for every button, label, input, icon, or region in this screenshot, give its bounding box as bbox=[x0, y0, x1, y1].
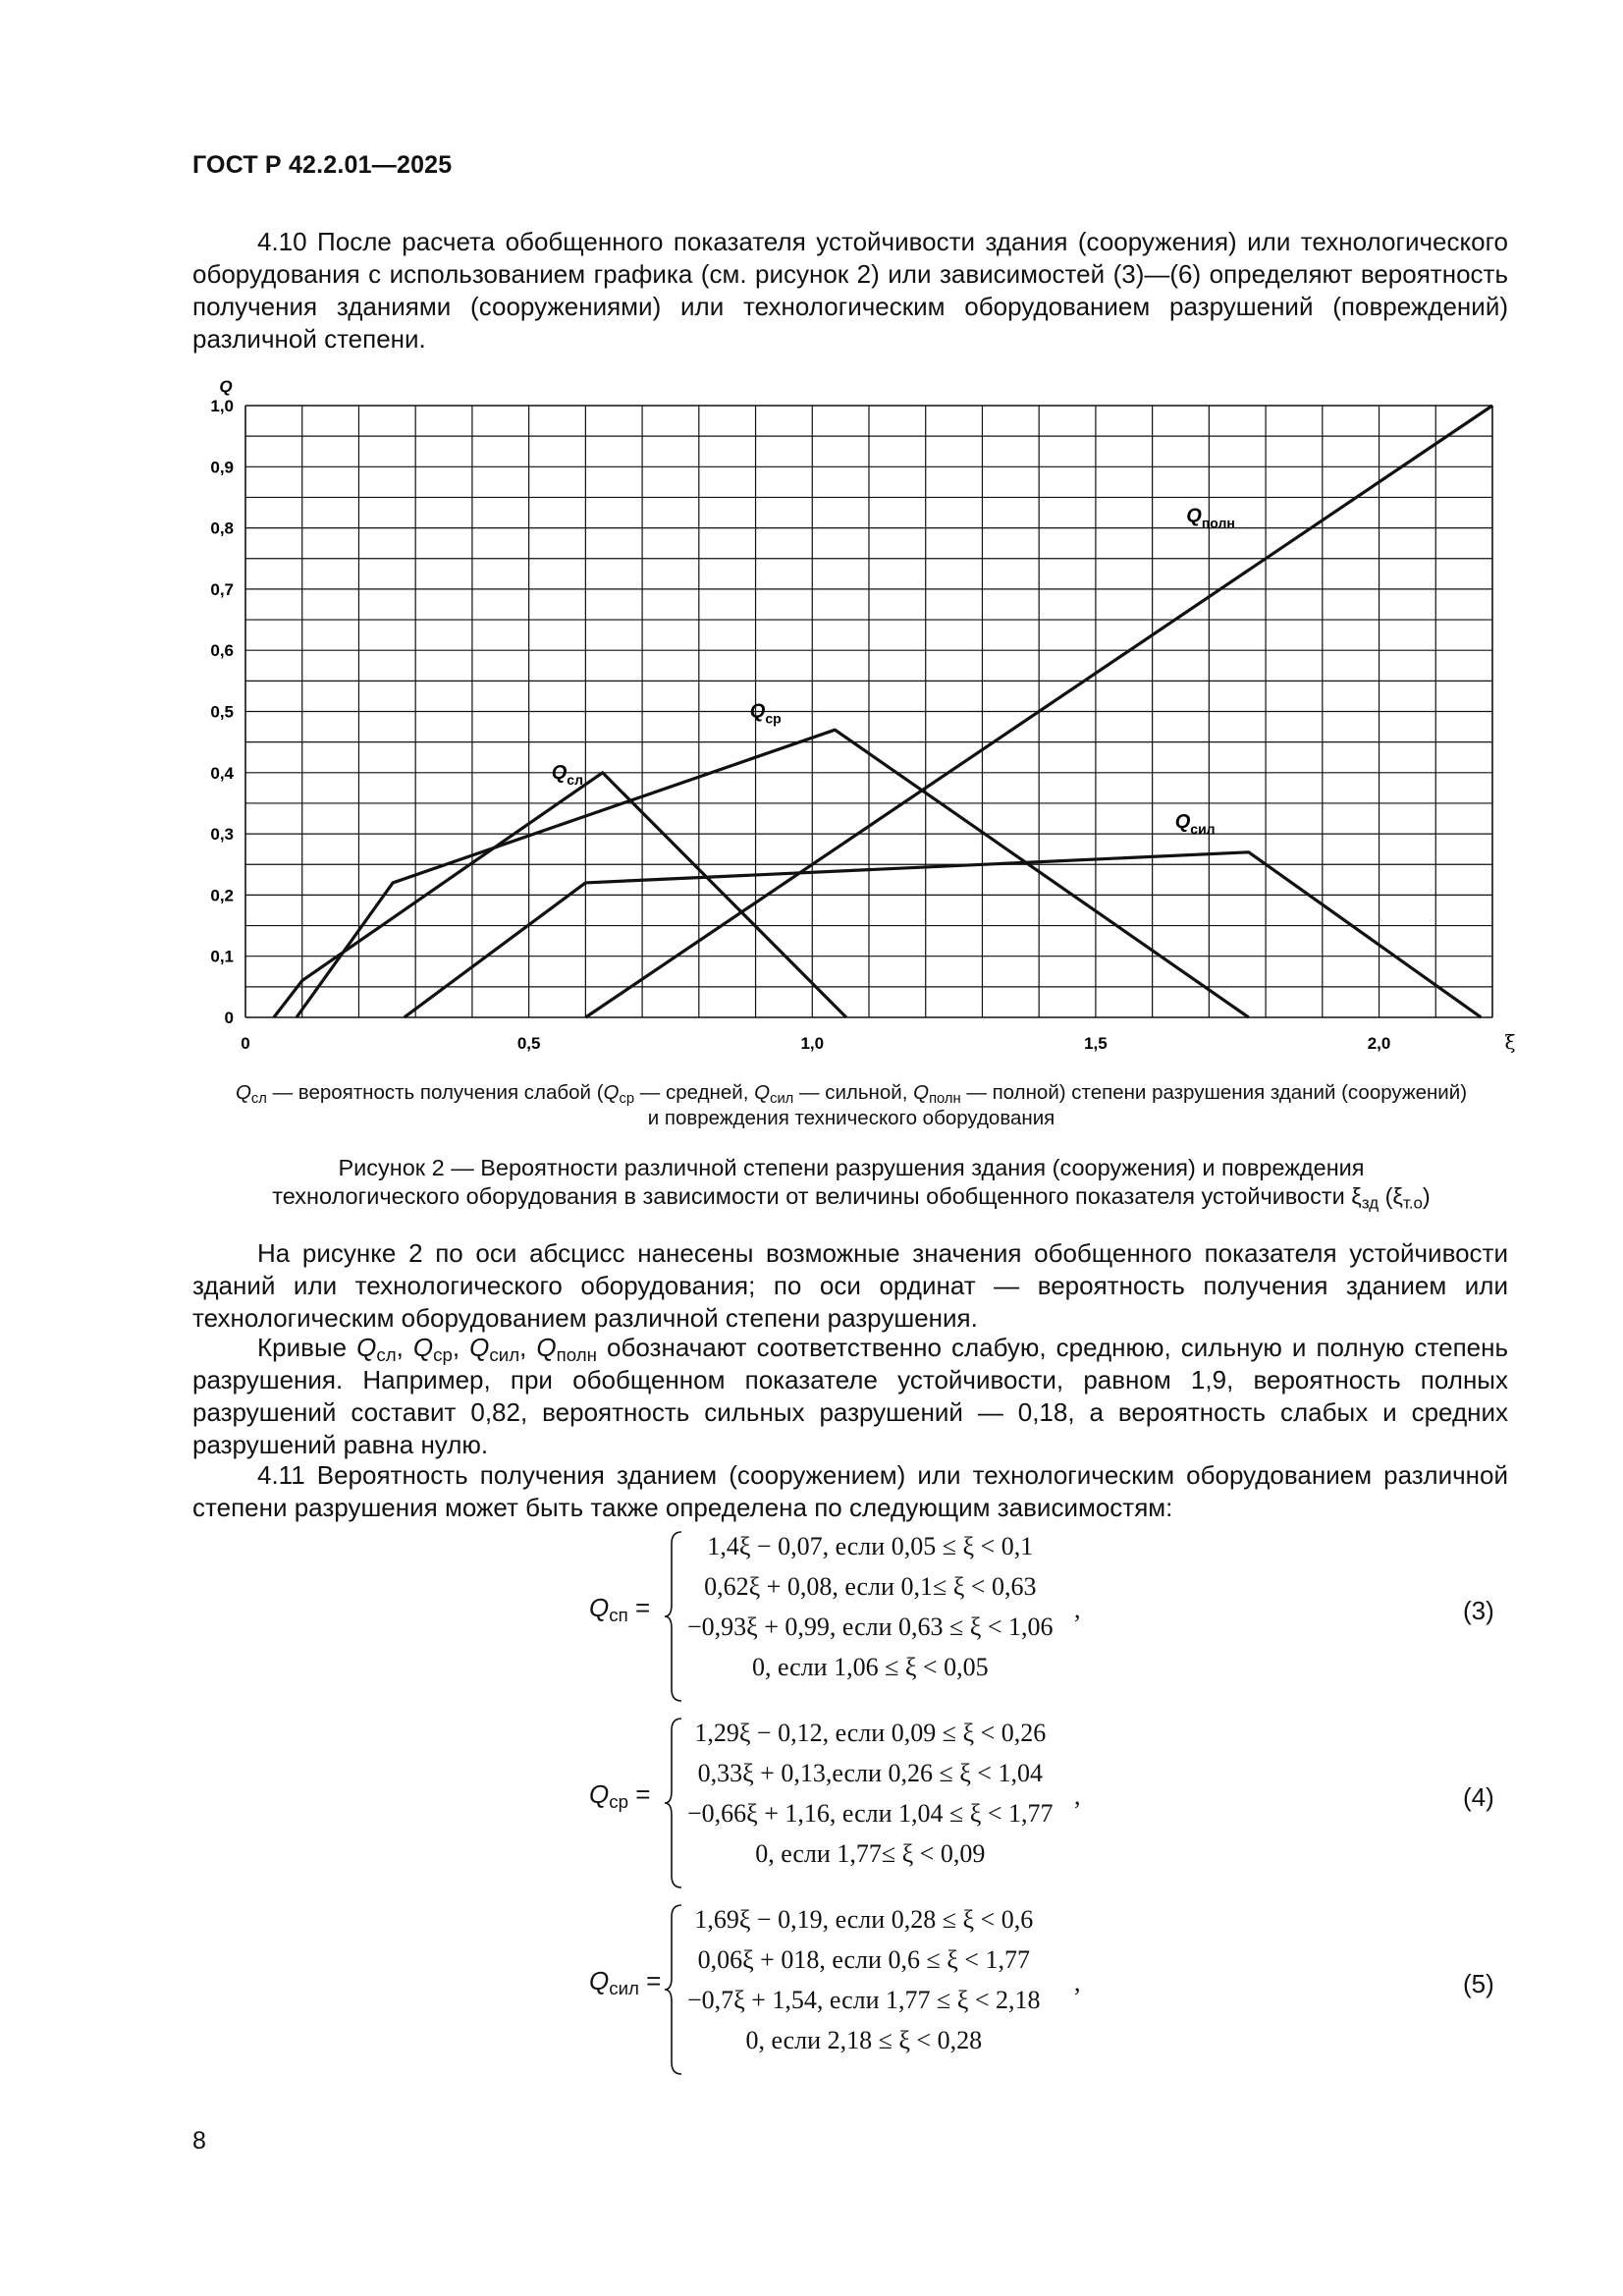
formula-5-case-2: 0,06ξ + 018, если 0,6 ≤ ξ < 1,77 bbox=[697, 1945, 1030, 1974]
formula-4-q: Q bbox=[589, 1779, 610, 1809]
formula-4-lhs bbox=[589, 1779, 651, 1813]
y-tick-label: 0,4 bbox=[210, 763, 234, 783]
formula-3-eq: = bbox=[627, 1593, 651, 1622]
x-tick-label: 0 bbox=[241, 1034, 250, 1053]
x-tick-label: 0,5 bbox=[516, 1034, 541, 1053]
formula-3-case-4: 0, если 1,06 ≤ ξ < 0,05 bbox=[751, 1653, 989, 1681]
curves-sub-4: полн bbox=[556, 1344, 597, 1366]
legend-line-2: и повреждения технического оборудования bbox=[647, 1107, 1055, 1129]
curves-q-3: Q bbox=[469, 1333, 490, 1362]
y-tick-label: 0,3 bbox=[210, 825, 234, 845]
formula-5-eq: = bbox=[638, 1966, 662, 1995]
caption-paren-open: (ξ bbox=[1379, 1183, 1403, 1209]
formula-3-brace bbox=[664, 1530, 683, 1703]
legend-sub-sl: сл bbox=[250, 1091, 267, 1108]
series-label-q-sl: $Q_{сл}$ bbox=[551, 762, 583, 789]
legend-text-4: — полной) степени разрушения зданий (сооружений) bbox=[960, 1081, 1468, 1104]
curves-sep-2: , bbox=[452, 1333, 470, 1362]
formula-3-case-3: −0,93ξ + 0,99, если 0,63 ≤ ξ < 1,06 bbox=[687, 1613, 1054, 1641]
formula-4-eq: = bbox=[628, 1779, 651, 1809]
series-label-q-sr: $Q_{ср}$ bbox=[749, 700, 782, 727]
formula-4-case-3: −0,66ξ + 1,16, если 1,04 ≤ ξ < 1,77 bbox=[687, 1799, 1054, 1828]
formula-3-case-2: 0,62ξ + 0,08, если 0,1≤ ξ < 0,63 bbox=[704, 1572, 1037, 1601]
legend-q-sr: Q bbox=[603, 1081, 620, 1104]
curves-sep-3: , bbox=[519, 1333, 537, 1362]
caption-sub-to: т.о bbox=[1402, 1193, 1423, 1213]
y-tick-label: 0,7 bbox=[210, 579, 234, 599]
formula-4-comma: , bbox=[1074, 1781, 1081, 1810]
paragraph-4-11: 4.11 Вероятность получения зданием (сооружением) или технологическим оборудованием различной степени разрушения может быть также определена по следующим зависимостям: bbox=[192, 1460, 1508, 1522]
caption-line-2: технологического оборудования в зависимости от величины обобщенного показателя устойчивости ξ bbox=[272, 1183, 1362, 1209]
x-tick-label: 1,5 bbox=[1084, 1034, 1108, 1053]
legend-q-sl: Q bbox=[235, 1081, 251, 1104]
y-tick-label: 0,8 bbox=[210, 519, 234, 538]
curves-q-1: Q bbox=[356, 1333, 377, 1362]
curves-text-1: обозначают соответственно слабую, среднюю, сильную и полную степень разрушения. Например, при обобщенном показателе устойчивости, равном 1,9, вероятность полных разрушений составит 0,82, вероятность сильных разрушений — 0,18, а вероятность слабых и средних разрушений равна нулю. bbox=[192, 1333, 1509, 1459]
document-header: ГОСТ Р 42.2.01—2025 bbox=[192, 151, 453, 179]
y-tick-label: 1,0 bbox=[210, 397, 234, 415]
caption-sub-zd: зд bbox=[1361, 1193, 1380, 1213]
paragraph-curves bbox=[192, 1332, 1508, 1461]
y-tick-label: 0,6 bbox=[210, 641, 234, 661]
formula-3-number: (3) bbox=[1463, 1596, 1494, 1625]
figure-2-chart bbox=[187, 369, 1522, 1057]
x-tick-label: 2,0 bbox=[1367, 1034, 1391, 1053]
figure-legend-note bbox=[192, 1080, 1510, 1131]
formula-5-lhs bbox=[589, 1966, 662, 1999]
curves-q-2: Q bbox=[412, 1333, 434, 1362]
formula-5-number: (5) bbox=[1463, 1969, 1494, 1998]
formula-5-case-4: 0, если 2,18 ≤ ξ < 0,28 bbox=[745, 2026, 983, 2054]
y-tick-label: 0,2 bbox=[210, 886, 234, 905]
y-axis-label: Q bbox=[219, 377, 233, 396]
formula-4-number: (4) bbox=[1463, 1782, 1494, 1812]
x-tick-label: 1,0 bbox=[800, 1034, 825, 1053]
legend-q-poln: Q bbox=[913, 1081, 930, 1104]
legend-sub-poln: полн bbox=[929, 1091, 961, 1108]
series-line-q-sil bbox=[405, 852, 1482, 1017]
formula-3-lhs bbox=[589, 1593, 651, 1626]
formula-3-sub: сп bbox=[609, 1605, 628, 1626]
formula-5-brace bbox=[664, 1903, 683, 2076]
figure-caption bbox=[192, 1154, 1510, 1211]
legend-text-1: — вероятность получения слабой ( bbox=[266, 1081, 604, 1104]
formula-4-cases bbox=[687, 1713, 1054, 1874]
formula-3 bbox=[589, 1526, 1139, 1713]
formula-5-case-1: 1,69ξ − 0,19, если 0,28 ≤ ξ < 0,6 bbox=[694, 1905, 1034, 1934]
curves-sub-1: сл bbox=[376, 1344, 397, 1366]
y-tick-label: 0 bbox=[224, 1009, 234, 1027]
legend-sub-sr: ср bbox=[619, 1091, 635, 1108]
formula-3-cases bbox=[687, 1526, 1054, 1687]
series-label-q-sil: $Q_{сил}$ bbox=[1174, 810, 1216, 837]
chart-svg bbox=[187, 369, 1522, 1057]
legend-text-3: — сильной, bbox=[793, 1081, 914, 1104]
curves-sub-2: ср bbox=[433, 1344, 453, 1366]
formula-5 bbox=[589, 1899, 1139, 2086]
curves-text-0: Кривые bbox=[257, 1333, 357, 1362]
formula-5-comma: , bbox=[1074, 1968, 1081, 1996]
formula-4-case-2: 0,33ξ + 0,13,если 0,26 ≤ ξ < 1,04 bbox=[697, 1759, 1043, 1787]
formula-5-case-3: −0,7ξ + 1,54, если 1,77 ≤ ξ < 2,18 bbox=[687, 1986, 1041, 2014]
formula-3-case-1: 1,4ξ − 0,07, если 0,05 ≤ ξ < 0,1 bbox=[707, 1532, 1034, 1560]
y-tick-label: 0,9 bbox=[210, 458, 234, 477]
formula-4-case-1: 1,29ξ − 0,12, если 0,09 ≤ ξ < 0,26 bbox=[694, 1719, 1047, 1747]
legend-text-2: — средней, bbox=[634, 1081, 755, 1104]
curves-sep-1: , bbox=[396, 1333, 413, 1362]
series-label-q-poln: $Q_{полн}$ bbox=[1186, 505, 1235, 531]
legend-sub-sil: сил bbox=[770, 1091, 794, 1108]
formula-5-q: Q bbox=[589, 1966, 610, 1995]
formula-5-sub: сил bbox=[609, 1978, 639, 1999]
x-axis-label: ξ bbox=[1504, 1030, 1516, 1054]
formula-3-q: Q bbox=[589, 1593, 610, 1622]
paragraph-figure-2: На рисунке 2 по оси абсцисс нанесены возможные значения обобщенного показателя устойчивости зданий или технологического оборудования; по оси ординат — вероятность получения зданием или технологическим оборудованием различной степени разрушения. bbox=[192, 1238, 1508, 1333]
formula-5-cases bbox=[687, 1899, 1041, 2060]
caption-paren-close: ) bbox=[1422, 1183, 1431, 1209]
formula-4-sub: ср bbox=[609, 1791, 628, 1813]
formula-4 bbox=[589, 1713, 1139, 1899]
formula-4-case-4: 0, если 1,77≤ ξ < 0,09 bbox=[755, 1839, 986, 1868]
y-tick-label: 0,5 bbox=[210, 702, 234, 722]
formula-3-comma: , bbox=[1074, 1595, 1081, 1623]
curves-sub-3: сил bbox=[489, 1344, 520, 1366]
y-tick-label: 0,1 bbox=[210, 947, 234, 966]
legend-q-sil: Q bbox=[754, 1081, 771, 1104]
paragraph-4-10: 4.10 После расчета обобщенного показателя устойчивости здания (сооружения) или технологического оборудования с использованием графика (см. рисунок 2) или зависимостей (3)—(6) определяют вероятность получения зданиями (сооружениями) или технологическим оборудованием разрушений (повреждений) различной степени. bbox=[192, 227, 1508, 354]
curves-q-4: Q bbox=[536, 1333, 557, 1362]
caption-line-1: Рисунок 2 — Вероятности различной степени разрушения здания (сооружения) и повреждения bbox=[338, 1155, 1365, 1180]
page-number: 8 bbox=[192, 2127, 206, 2155]
formula-4-brace bbox=[664, 1717, 683, 1889]
